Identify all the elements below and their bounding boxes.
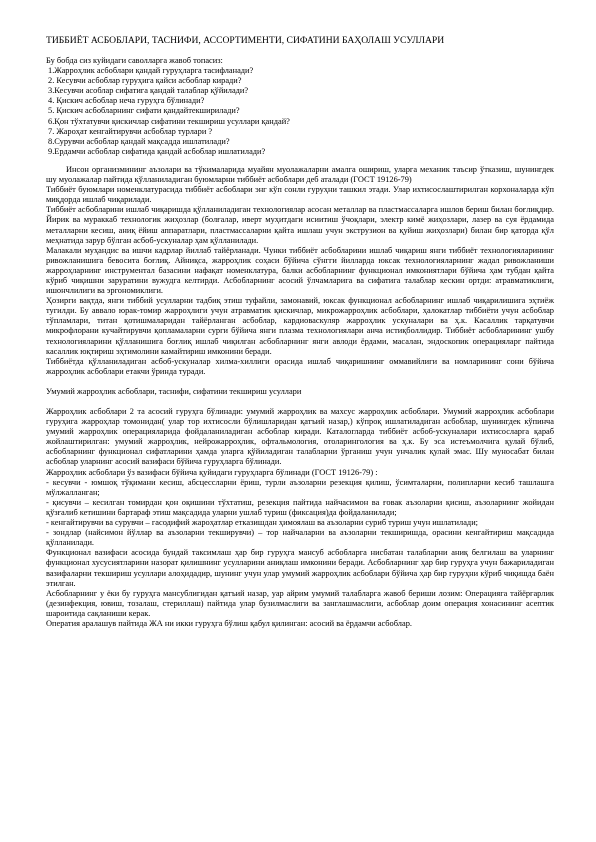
spacer [46, 377, 554, 387]
intro-line: Бу бобда сиз куйидаги саволларга жавоб топасиз: [46, 56, 223, 65]
question-item: 7. Жароҳат кенгайтирувчи асбоблар турлари ? [48, 126, 213, 136]
body-paragraph: Жарроҳлик асбоблари 2 та асосий гуруҳга бўлинади: умумий жарроҳлик ва махсус жарроҳлик асбоблари. Умумий жарроҳлик асбоблари гуруҳига жарроҳлар томонидан( улар тор ихтисосли бўлишларидан қатъий назар,) кўпроқ ишлатиладиган асбоблар, шунингдек кўпинча умумий жарроҳлик операцияларида фойдаланиладиган асбоблар киради. Каталогларда тиббиёт асбоб-ускуналари ихтисосларга қараб жойлаштирилган: умумий жарроҳлик, нейрожарроҳлик, офтальмология, отоларингология ва ҳ.к. Бу эса истеъмолчига қулай бўлиб, асбобларнинг функционал сифатларини ҳамда уларга қўйиладиган талабларни ўрганиш учун унчалик қулай эмас. Шу муносабат билан асбоблар уларнинг асосий вазифаси бўйича гуруҳларга бўлинади. [46, 407, 554, 467]
body-paragraph: Тиббиётда қўлланиладиган асбоб-ускуналар хилма-хиллиги орасида ишлаб чиқаришнинг оммавийлиги ва номларининг сони бўйича жарроҳлик асбоблари етакчи ўринда туради. [46, 356, 554, 376]
body-paragraph: Тиббиёт буюмлари номенклатурасида тиббиёт асбоблари энг кўп сонли гуруҳни ташкил этади. Улар ихтисослаштирилган корхоналарда кўп миқдорда ишлаб чиқарилади. [46, 185, 554, 205]
page-title: ТИББИЁТ АСБОБЛАРИ, ТАСНИФИ, АССОРТИМЕНТИ, СИФАТИНИ БАҲОЛАШ УСУЛЛАРИ [46, 35, 445, 46]
section-heading: Умумий жарроҳлик асбоблари, таснифи, сифатини текшириш усуллари [46, 386, 302, 396]
body-paragraph: Малакали муҳандис ва ишчи кадрлар йиллаб тайёрланади. Чунки тиббиёт асбобларини ишлаб чиқариш янги тиббиёт технологияларининг ривожланишига бевосита боғлиқ. Айниқса, жарроҳлик соҳаси бўйича сўнгги йилларда юксак технологияларнинг жадал ривожланиши жарроҳларнинг инструментал базасини нафақат номенклатура, балки асбобларнинг функционал имкониятлари бўйича ҳам тубдан қайта кўриб чиқишни заруратини вужудга келтирди. Асбобларнинг асосий ўлчамларига ва сифатига талаблар кескин ортди: атравматиклиги, ишончлилиги ва эргономиклиги. [46, 245, 554, 296]
question-item: 5. Қискич асбобларнинг сифати қандайтекширилади? [48, 106, 240, 116]
question-item: 4. Қискич асбоблар неча гуруҳга бўлинади? [48, 96, 205, 106]
question-item: 6.Қон тўхтатувчи қискичлар сифатини текшириш усуллари қандай? [48, 116, 290, 126]
question-item: 3.Кесувчи асоблар сифатига қандай талаблар қўйилади? [48, 86, 249, 96]
list-item: - зондлар (найсимон йўллар ва аъзоларни текширувчи) – тор найчаларни ва аъзоларни текширишда, орасини кенгайтириш мақсадида қўлланилади. [46, 528, 554, 548]
question-item: 9.Ердамчи асбоблар сифатида қандай асбоблар ишлатилади? [48, 146, 266, 156]
document-page [46, 35, 554, 629]
body-paragraph: Функционал вазифаси асосида бундай таксимлаш ҳар бир гуруҳга мансуб асбобларга нисбатан талабларни аниқ белгилаш ва уларнинг функционал хусусиятларини назорат қилишнинг усулларини аниқлаш имконини беради. Асбобларнинг ҳар бир гуруҳга учун бажариладиган вазифаларни текшириш усуллари алоҳидадир, шунинг учун улар умумий жарроҳлик асбоблари бўйича ҳар бир гуруҳни кўриб чиқишда баён этилган. [46, 548, 554, 588]
body-paragraph: Оператия аралашув пайтида ЖА ни икки гуруҳга бўлиш қабул қилинган: асосий ва ёрдамчи асбоблар. [46, 618, 412, 628]
body-paragraph: Ҳозирги вақтда, янги тиббий усулларни тадбиқ этиш туфайли, замонавий, юксак функционал асбобларнинг ишлаб чиқарилишига эҳтиёж тугилди. Бу аввало юрак-томир жарроҳлиги учун атравматик қискичлар, микрожарроҳлик асбоблари, ҳалокатлар тиббиёти учун асбоблар тўпламлари, титан қотишмаларидан тайёрланган асбоблар, кардиоваскуляр жарроҳлик ускуналари ва ҳ.к. Касаллик тарқатувчи микрофлорани кучайтирувчи қопламаларни сурги бўйича янги плазма технологиялари анча истиқболлидир. Тиббиёт асбобларининг ушбу технологияларини қўлланишига боғлиқ ишлаб чиқилган асбобларнинг янги авлоди ёрдами, масалан, эндоскопик операцияларг пайтида касаллик юқтириш эҳтимолини камайтириш имконини беради. [46, 296, 554, 356]
question-list [46, 66, 554, 157]
body-paragraph: Тиббиёт асбобларини ишлаб чиқаришда қўлланиладиган технологиялар асосан металлар ва пластмассаларга ишлов бериш билан боғлиқдир. Йирик ва мураккаб технологик жиҳозлар (болғалар, иверт муҳитдаги исиитиш ўчоқлари, электр кимё жиҳозлари, лазер ва суя ёрдамида металларни кесиш, аниқ ёйиш аппаратлари, пластмассаларни қайта ишлаш учун экструзион ва қуйиш жиҳозлари) билан бир қаторда қўл меҳнатида зарур бўлган асбоб-ускуналар ҳам қўлланилади. [46, 205, 554, 245]
body-paragraph: Жарроҳлик асбоблари ўз вазифаси бўйича қуйидаги гуруҳларга бўлинади (ГОСТ 19126-79) : [46, 467, 378, 477]
question-item: 8.Сурувчи асбоблар қандай мақсадда ишлатилади? [48, 136, 230, 146]
question-item: 1.Жарроҳлик асбоблари қандай гуруҳларга тасифланади? [48, 66, 254, 76]
spacer [46, 397, 554, 407]
list-item: - кесувчи - юмшоқ тўқимани кесиш, абсцессларни ёриш, турли аъзоларни резекция қилиш, ўсимталарни, полипларни кесиб ташлашга мўлжалланган; [46, 477, 554, 497]
list-item: - қисувчи – кесилган томирдан қон оқишини тўхтатиш, резекция пайтида найчасимон ва ғовак аъзоларни қисиш, аъзоларнинг жойидан қўзғалиб кетишини бартараф этиш мақсадида уларни ушлаб туриш (фиксация)да фойдаланилади; [46, 497, 554, 517]
question-item: 2. Кесувчи асбоблар гуруҳига қайси асбоблар киради? [48, 76, 242, 86]
body-paragraph: Инсон организмининг аъзолари ва тўкималарида муайян муолажаларни амалга ошириш, уларга механик таъсир ўтказиш, шунингдек шу муолажалар пайтида қўлланиладиган буюмларни тиббиёт асбоблари деб аталади (ГОСТ 19126-79) [46, 164, 554, 185]
list-item: - кенгайтирувчи ва сурувчи – гасодифий жароҳатлар етказишдан ҳимоялаш ва аъзоларни суриб туриш учун ишлатилади; [46, 518, 479, 528]
body-paragraph: Асбобларнинг у ёки бу гуруҳга мансублигидан қатъий назар, уар айрим умумий талабларга жавоб бериши лозим: Операцияга тайёргарлик (дезинфекция, ювиш, тозалаш, стериллаш) пайтида улар бузилмаслиги ва занглашмаслиги, асбоблар доим операция хонасининг асептик шароитида сақланиши керак. [46, 588, 554, 618]
